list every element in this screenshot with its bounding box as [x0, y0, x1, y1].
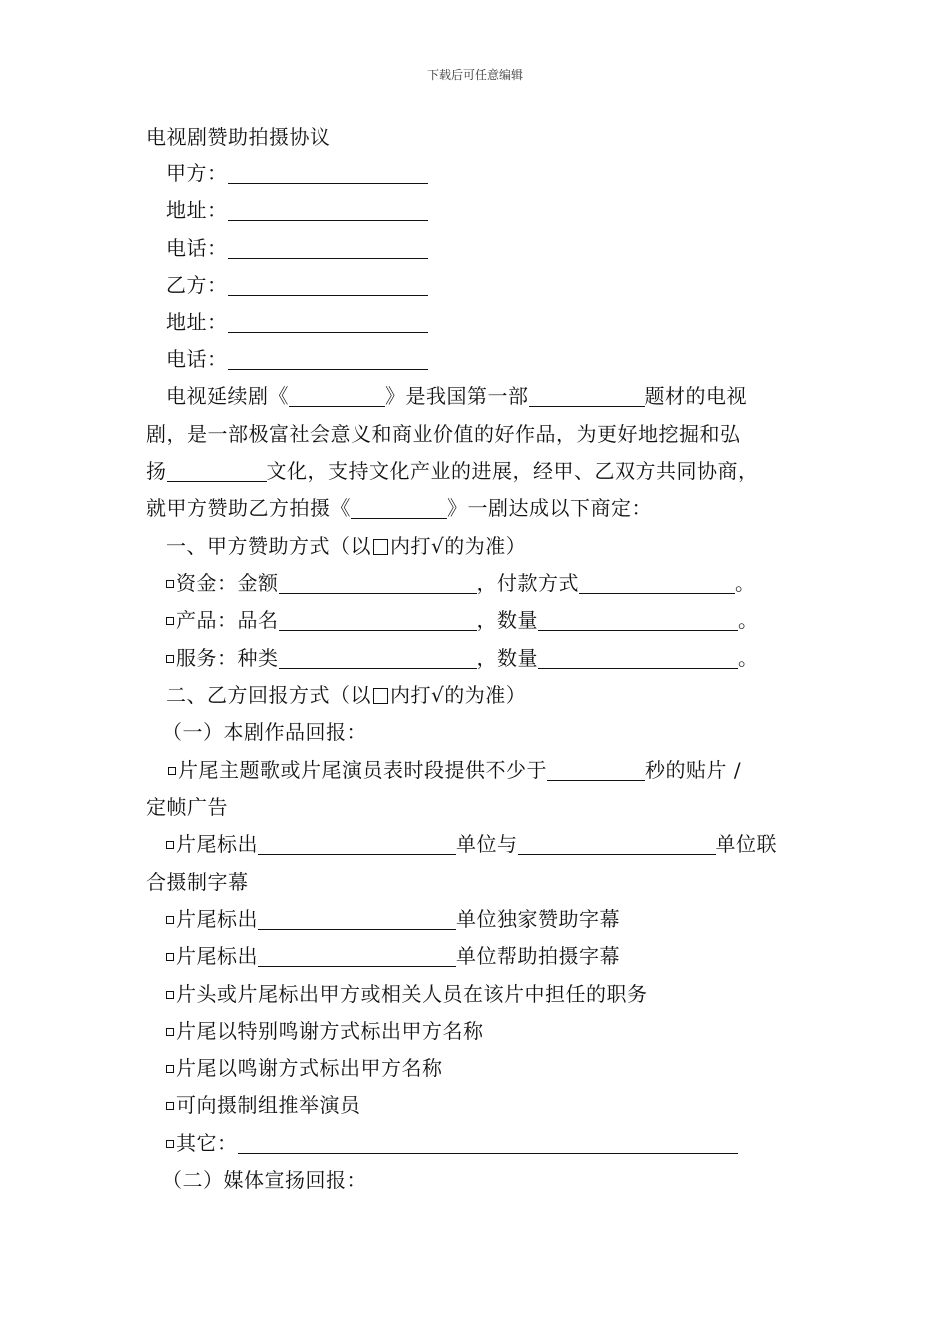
- unit-blank-3[interactable]: [258, 909, 456, 930]
- unit-blank-2[interactable]: [518, 834, 716, 855]
- party-b-phone-blank[interactable]: [228, 349, 428, 370]
- return-item-text: 单位与: [456, 832, 518, 856]
- subsection1-heading: （一）本剧作品回报：: [162, 720, 367, 744]
- return-item-text: 单位独家赞助字幕: [456, 907, 620, 931]
- party-b-address-blank[interactable]: [228, 312, 428, 333]
- return-item-text: 片头或片尾标出甲方或相关人员在该片中担任的职务: [176, 982, 648, 1006]
- party-a-phone-label: 电话：: [166, 236, 228, 260]
- return-item-8: [166, 1092, 830, 1118]
- funds-label: 资金：金额: [176, 571, 279, 595]
- return-item-8-checkbox[interactable]: [166, 1102, 174, 1110]
- checkbox-symbol: [373, 688, 388, 704]
- subsection2-heading: （二）媒体宣扬回报：: [162, 1168, 367, 1192]
- party-b-line: [166, 272, 830, 298]
- document-title: 电视剧赞助拍摄协议: [146, 125, 331, 149]
- return-item-9-checkbox[interactable]: [166, 1140, 174, 1148]
- return-item-6: [166, 1018, 830, 1044]
- return-item-7-checkbox[interactable]: [166, 1065, 174, 1073]
- intro-line-3: [146, 458, 810, 484]
- seconds-blank[interactable]: [547, 760, 645, 781]
- party-b-phone-label: 电话：: [166, 347, 228, 371]
- party-b-label: 乙方：: [166, 273, 228, 297]
- party-b-phone-line: [166, 346, 830, 372]
- party-a-address-label: 地址：: [166, 198, 228, 222]
- return-item-text: 片尾标出: [176, 944, 258, 968]
- return-item-text: 可向摄制组推举演员: [176, 1093, 361, 1117]
- return-item-4-checkbox[interactable]: [166, 953, 174, 961]
- return-item-text: 单位联: [715, 832, 777, 856]
- theme-blank[interactable]: [529, 386, 645, 407]
- payment-method-blank[interactable]: [579, 573, 735, 594]
- intro-line-1: [166, 383, 830, 409]
- return-item-4: [166, 943, 830, 969]
- page-header: 下载后可任意编辑: [426, 68, 523, 82]
- section2-heading-text: 内打√的为准）: [390, 683, 527, 707]
- product-name-blank[interactable]: [279, 610, 477, 631]
- return-item-3-checkbox[interactable]: [166, 916, 174, 924]
- party-b-address-label: 地址：: [166, 310, 228, 334]
- party-a-blank[interactable]: [228, 163, 428, 184]
- payment-label: ，付款方式: [476, 571, 579, 595]
- intro-text: 电视延续剧《: [166, 384, 289, 408]
- sponsor-service-row: [166, 645, 830, 671]
- party-a-phone-line: [166, 235, 830, 261]
- service-label: 服务：种类: [176, 646, 279, 670]
- service-quantity-blank[interactable]: [538, 648, 738, 669]
- quantity-label: ，数量: [476, 608, 538, 632]
- product-quantity-blank[interactable]: [538, 610, 738, 631]
- return-item-2-cont: 合摄制字幕: [146, 870, 249, 894]
- section1-heading-text: 内打√的为准）: [390, 534, 527, 558]
- section1-heading: [166, 533, 830, 559]
- section1-heading-text: 一、甲方赞助方式（以: [166, 534, 371, 558]
- return-item-1-cont: 定帧广告: [146, 795, 228, 819]
- unit-blank-1[interactable]: [258, 834, 456, 855]
- intro-text: 》一剧达成以下商定：: [447, 496, 652, 520]
- section2-heading-text: 二、乙方回报方式（以: [166, 683, 371, 707]
- return-item-text: 片尾以鸣谢方式标出甲方名称: [176, 1056, 443, 1080]
- party-b-address-line: [166, 309, 830, 335]
- intro-line-2: 剧，是一部极富社会意义和商业价值的好作品，为更好地挖掘和弘: [146, 422, 741, 446]
- party-b-blank[interactable]: [228, 275, 428, 296]
- return-item-1-checkbox[interactable]: [168, 767, 176, 775]
- service-checkbox[interactable]: [166, 655, 174, 663]
- intro-text: 题材的电视: [644, 384, 747, 408]
- return-item-text: 秒的贴片 /: [645, 758, 742, 782]
- return-item-3: [166, 906, 830, 932]
- intro-text: 扬: [146, 459, 167, 483]
- return-item-text: 片尾标出: [176, 907, 258, 931]
- return-item-7: [166, 1055, 830, 1081]
- return-item-6-checkbox[interactable]: [166, 1028, 174, 1036]
- return-item-2: [166, 831, 830, 857]
- row-end: 。: [738, 608, 759, 632]
- drama-name-blank-2[interactable]: [351, 498, 447, 519]
- culture-blank[interactable]: [167, 461, 267, 482]
- return-item-text: 片尾标出: [176, 832, 258, 856]
- quantity-label: ，数量: [476, 646, 538, 670]
- drama-name-blank[interactable]: [289, 386, 385, 407]
- unit-blank-4[interactable]: [258, 946, 456, 967]
- product-checkbox[interactable]: [166, 617, 174, 625]
- other-blank[interactable]: [238, 1133, 738, 1154]
- checkbox-symbol: [373, 539, 388, 555]
- intro-text: 就甲方赞助乙方拍摄《: [146, 496, 351, 520]
- service-type-blank[interactable]: [279, 648, 477, 669]
- intro-text: 》是我国第一部: [385, 384, 529, 408]
- sponsor-product-row: [166, 607, 830, 633]
- sponsor-funds-row: [166, 570, 830, 596]
- intro-line-4: [146, 495, 810, 521]
- party-a-address-blank[interactable]: [228, 200, 428, 221]
- return-item-1: [168, 757, 832, 783]
- return-item-2-checkbox[interactable]: [166, 841, 174, 849]
- party-a-label: 甲方：: [166, 161, 228, 185]
- return-item-text: 片尾以特别鸣谢方式标出甲方名称: [176, 1019, 484, 1043]
- return-item-text: 单位帮助拍摄字幕: [456, 944, 620, 968]
- return-item-text: 片尾主题歌或片尾演员表时段提供不少于: [178, 758, 547, 782]
- row-end: 。: [738, 646, 759, 670]
- party-a-address-line: [166, 197, 830, 223]
- intro-text: 文化，支持文化产业的进展，经甲、乙双方共同协商，: [266, 459, 759, 483]
- funds-checkbox[interactable]: [166, 580, 174, 588]
- product-label: 产品：品名: [176, 608, 279, 632]
- return-item-text: 其它：: [176, 1131, 238, 1155]
- party-a-phone-blank[interactable]: [228, 238, 428, 259]
- row-end: 。: [735, 571, 756, 595]
- return-item-9: [166, 1130, 830, 1156]
- return-item-5-checkbox[interactable]: [166, 991, 174, 999]
- return-item-5: [166, 981, 830, 1007]
- party-a-line: [166, 160, 830, 186]
- funds-amount-blank[interactable]: [279, 573, 477, 594]
- section2-heading: [166, 682, 830, 708]
